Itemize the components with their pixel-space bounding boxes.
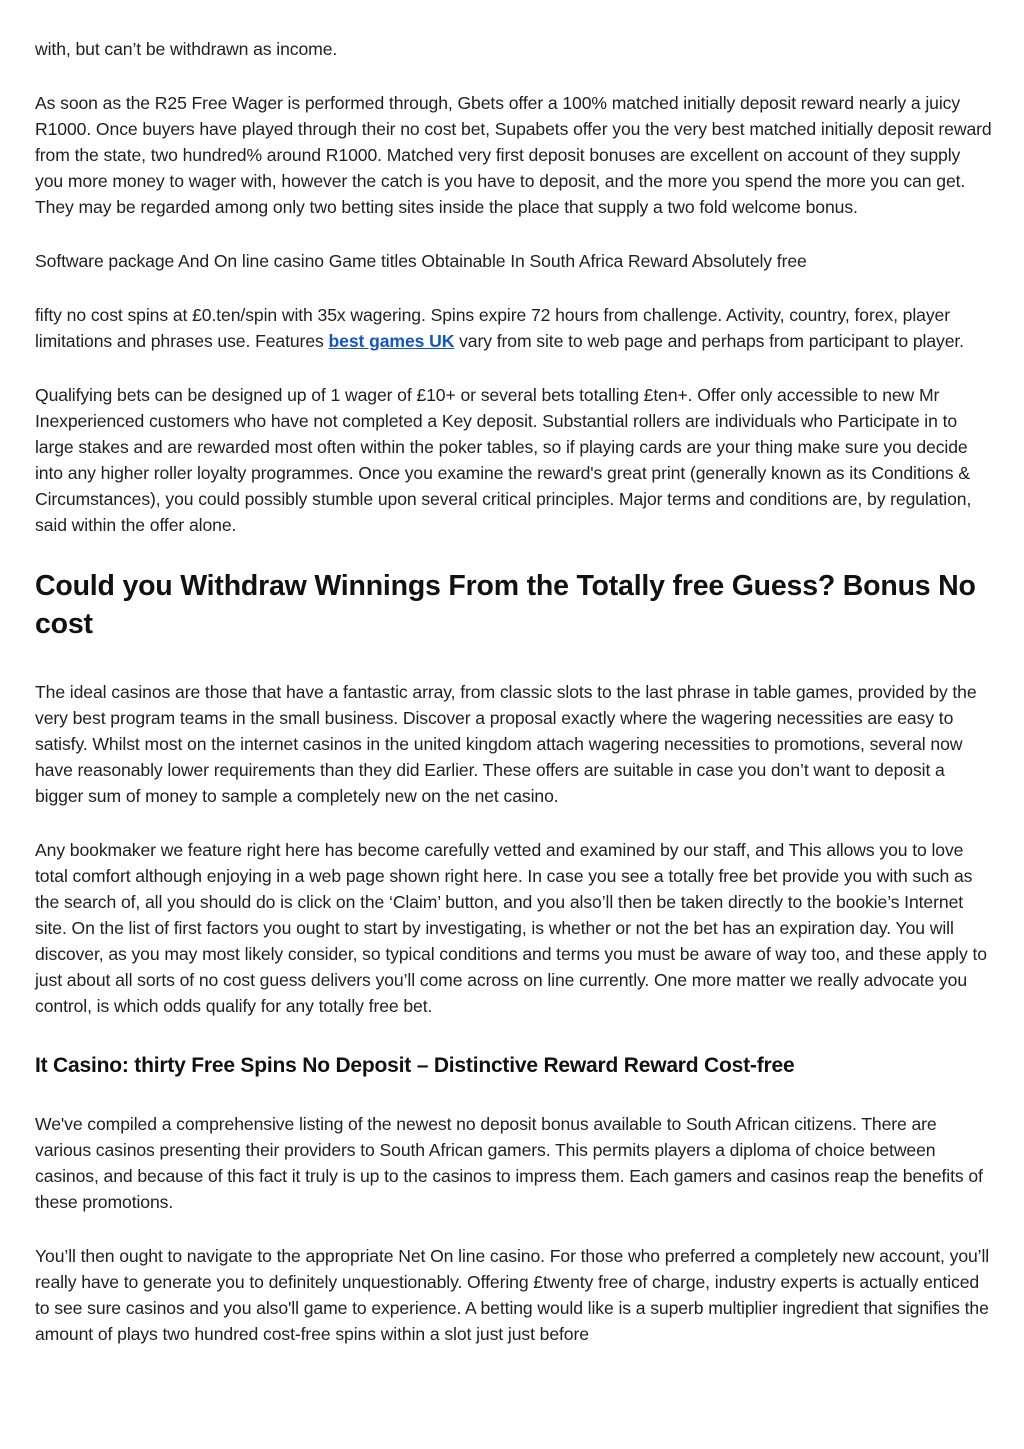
paragraph-9: You’ll then ought to navigate to the appropriate Net On line casino. For those who preferred a completely new account, you’ll really have to generate you to definitely unquestionably. Offering £twenty free of charge, industry experts is actually enticed to see sure casinos and you also'll game to experience. A betting would like is a superb multiplier ingredient that signifies the amount of plays two hundred cost-free spins within a slot just just before [35,1246,990,1344]
section-heading-withdraw-winnings: Could you Withdraw Winnings From the Totally free Guess? Bonus No cost [35,570,976,640]
paragraph-3: Software package And On line casino Game titles Obtainable In South Africa Reward Absolutely free [35,251,807,271]
document-page [35,36,993,1347]
paragraph-2: As soon as the R25 Free Wager is performed through, Gbets offer a 100% matched initially deposit reward nearly a juicy R1000. Once buyers have played through their no cost bet, Supabets offer you the very best matched initially deposit reward from the state, two hundred% around R1000. Matched very first deposit bonuses are excellent on account of they supply you more money to wager with, however the catch is you have to deposit, and the more you spend the more you can get. They may be regarded among only two betting sites inside the place that supply a two fold welcome bonus. [35,93,992,217]
paragraph-1: with, but can’t be withdrawn as income. [35,39,338,59]
paragraph-7: Any bookmaker we feature right here has become carefully vetted and examined by our staff, and This allows you to love total comfort although enjoying in a web page shown right here. In case you see a totally free bet provide you with such as the search of, all you should do is click on the ‘Claim’ button, and you also’ll then be taken directly to the bookie’s Internet site. On the list of first factors you ought to start by investigating, is whether or not the bet has an expiration day. You will discover, as you may most likely consider, so typical conditions and terms you must be aware of way too, and these apply to just about all sorts of no cost guess delivers you’ll come across on line currently. One more matter we really advocate you control, is which odds qualify for any totally free bet. [35,840,987,1016]
paragraph-4-text-after: vary from site to web page and perhaps from participant to player. [454,331,964,351]
paragraph-5: Qualifying bets can be designed up of 1 wager of £10+ or several bets totalling £ten+. Offer only accessible to new Mr Inexperienced customers who have not completed a Key deposit. Substantial rollers are individuals who Participate in to large stakes and are rewarded most often within the poker tables, so if playing cards are your thing make sure you decide into any higher roller loyalty programmes. Once you examine the reward's great print (generally known as its Conditions & Circumstances), you could possibly stumble upon several critical principles. Major terms and conditions are, by regulation, said within the offer alone. [35,385,972,535]
paragraph-4-text-before: fifty no cost spins at £0.ten/spin with 35x wagering. Spins expire 72 hours from challenge. Activity, country, forex, player limitations and phrases use. Features [35,305,950,351]
paragraph-4 [35,302,993,354]
subsection-heading-free-spins: It Casino: thirty Free Spins No Deposit – Distinctive Reward Reward Cost-free [35,1054,795,1077]
paragraph-6: The ideal casinos are those that have a fantastic array, from classic slots to the last phrase in table games, provided by the very best program teams in the small business. Discover a proposal exactly where the wagering necessities are easy to satisfy. Whilst most on the internet casinos in the united kingdom attach wagering necessities to promotions, several now have reasonably lower requirements than they did Earlier. These offers are suitable in case you don’t want to deposit a bigger sum of money to sample a completely new on the net casino. [35,682,977,806]
best-games-uk-link[interactable]: best games UK [328,331,455,351]
paragraph-8: We've compiled a comprehensive listing of the newest no deposit bonus available to South African citizens. There are various casinos presenting their providers to South African gamers. This permits players a diploma of choice between casinos, and because of this fact it truly is up to the casinos to impress them. Each gamers and casinos reap the benefits of these promotions. [35,1114,983,1212]
